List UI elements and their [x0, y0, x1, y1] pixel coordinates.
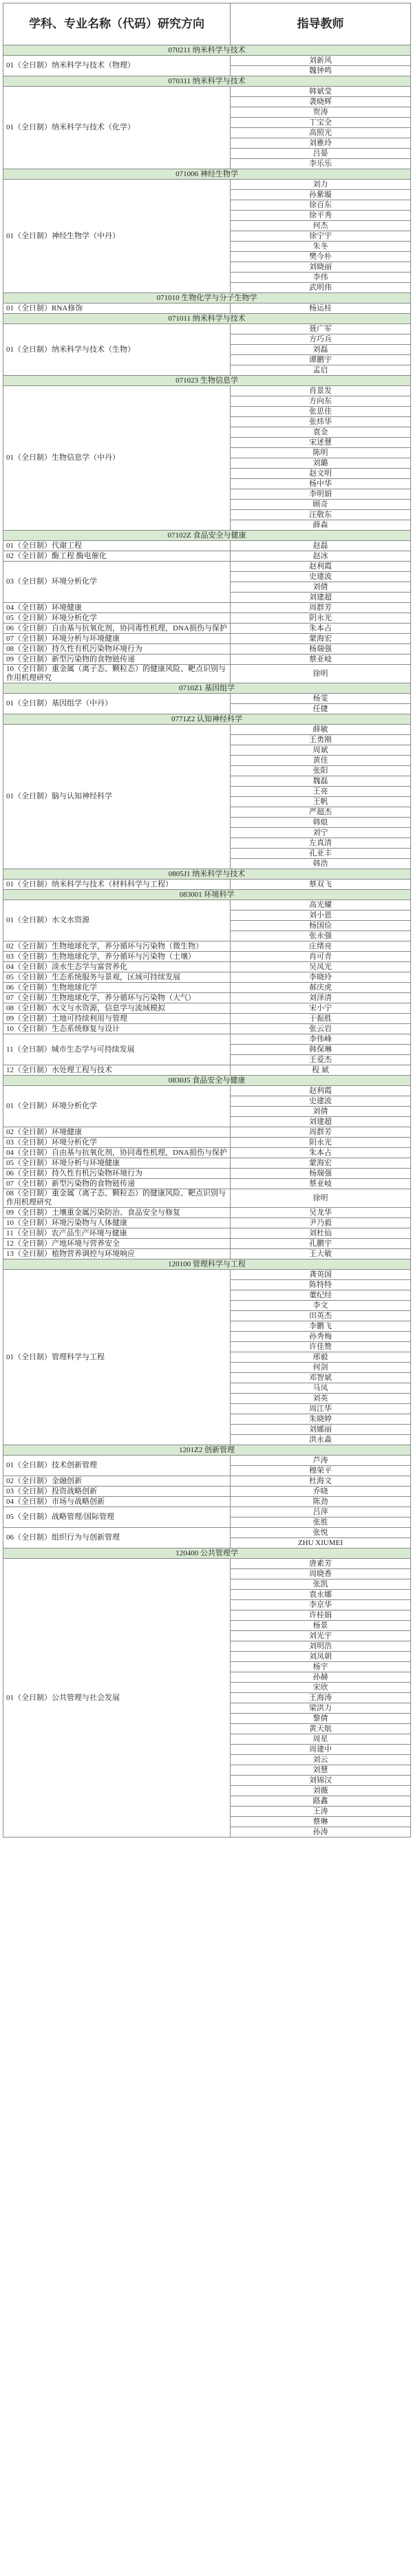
teacher-cell: 袁金: [231, 427, 411, 438]
table-row: [3, 654, 411, 665]
header-direction: 学科、专业名称（代码）研究方向: [3, 3, 231, 45]
direction-cell: 11（全日制）城市生态学与可持续发展: [3, 1034, 231, 1065]
section-title: 120100 管理科学与工程: [3, 1259, 411, 1270]
direction-cell: 09（全日制）土地可持续利用与管理: [3, 1014, 231, 1024]
teacher-cell: 高光耀: [231, 900, 411, 911]
teacher-cell: 徐百东: [231, 200, 411, 211]
teacher-cell: 董纪经: [231, 1290, 411, 1301]
section-row: [3, 169, 411, 180]
table-row: [3, 1158, 411, 1169]
table-row: [3, 386, 411, 396]
table-row: [3, 551, 411, 562]
table-row: [3, 613, 411, 624]
teacher-cell: 程 斌: [231, 1065, 411, 1076]
teacher-cell: 史建波: [231, 1096, 411, 1107]
teacher-cell: 刘宁: [231, 828, 411, 838]
table-row: [3, 1086, 411, 1096]
teacher-cell: 阴永光: [231, 1138, 411, 1148]
teacher-cell: 周群芳: [231, 603, 411, 613]
direction-cell: 05（全日制）环境分析与环境健康: [3, 1158, 231, 1169]
teacher-cell: 许佳赞: [231, 1342, 411, 1352]
teacher-cell: 陈劲: [231, 1497, 411, 1507]
teacher-cell: 周星: [231, 1734, 411, 1745]
table-row: [3, 725, 411, 735]
teacher-cell: 张炜华: [231, 417, 411, 427]
teacher-cell: 刘英: [231, 1394, 411, 1404]
direction-cell: 01（全日制）代谢工程: [3, 541, 231, 551]
table-row: [3, 983, 411, 993]
teacher-cell: 周晓香: [231, 1569, 411, 1579]
direction-cell: 03（全日制）投资战略创新: [3, 1487, 231, 1497]
direction-cell: 09（全日制）土壤重金属污染防治、食品安全与修复: [3, 1208, 231, 1218]
teacher-cell: 许桂娟: [231, 1610, 411, 1621]
teacher-cell: 李晓玲: [231, 972, 411, 983]
table-row: [3, 562, 411, 572]
teacher-cell: 乔晓: [231, 1487, 411, 1497]
table-row: [3, 1497, 411, 1507]
teacher-cell: 刘璐: [231, 458, 411, 469]
section-title: 120400 公共管理学: [3, 1548, 411, 1559]
section-row: [3, 45, 411, 56]
direction-cell: 03（全日制）生物地球化学，养分循环与污染物（土壤）: [3, 952, 231, 962]
table-row: [3, 180, 411, 190]
teacher-cell: 王亮: [231, 787, 411, 797]
teacher-cell: 徐宁宇: [231, 231, 411, 242]
direction-cell: 02（全日制）环境健康: [3, 1127, 231, 1138]
teacher-cell: 汪敬东: [231, 510, 411, 520]
direction-cell: 04（全日制）环境健康: [3, 603, 231, 613]
teacher-cell: 黄天航: [231, 1724, 411, 1734]
teacher-cell: 左真清: [231, 838, 411, 849]
section-title: 071006 神经生物学: [3, 169, 411, 180]
table-header-row: [3, 3, 411, 45]
section-title: 1201Z2 创新管理: [3, 1445, 411, 1456]
teacher-cell: 孟启: [231, 365, 411, 376]
section-row: [3, 376, 411, 386]
teacher-cell: 刘泽清: [231, 993, 411, 1003]
teacher-cell: 刘小恩: [231, 911, 411, 921]
teacher-cell: 吴凤光: [231, 962, 411, 972]
teacher-cell: 蒙海宏: [231, 1158, 411, 1169]
section-row: [3, 531, 411, 541]
direction-cell: 12（全日制）产地环境与营养安全: [3, 1239, 231, 1249]
table-row: [3, 1179, 411, 1189]
teacher-cell: 陈特特: [231, 1280, 411, 1290]
section-row: [3, 293, 411, 304]
section-row: [3, 314, 411, 324]
teacher-cell: 杨中华: [231, 479, 411, 489]
teacher-cell: 贺涛: [231, 107, 411, 118]
teacher-cell: 刘锦汉: [231, 1776, 411, 1786]
teacher-cell: 刘磊: [231, 345, 411, 355]
table-row: [3, 1228, 411, 1239]
direction-cell: 01（全日制）神经生物学（中丹）: [3, 180, 231, 293]
direction-cell: 08（全日制）水文与水资源，信息学与流域模拟: [3, 1003, 231, 1014]
teacher-cell: 韩浩: [231, 859, 411, 869]
teacher-cell: 梁洪力: [231, 1703, 411, 1714]
teacher-cell: 樊今朴: [231, 252, 411, 262]
teacher-cell: 周群芳: [231, 1127, 411, 1138]
teacher-cell: 杨瑞强: [231, 644, 411, 654]
table-row: [3, 603, 411, 613]
direction-cell: 01（全日制）RNA修饰: [3, 304, 231, 314]
teacher-cell: 杨雯: [231, 694, 411, 704]
section-row: [3, 869, 411, 880]
table-row: [3, 56, 411, 66]
teacher-cell: 王涛: [231, 1807, 411, 1817]
teacher-cell: 李乐乐: [231, 159, 411, 169]
table-row: [3, 1239, 411, 1249]
table-row: [3, 1127, 411, 1138]
direction-cell: 13（全日制）植物营养调控与环境响应: [3, 1249, 231, 1259]
table-row: [3, 1003, 411, 1014]
table-row: [3, 1024, 411, 1034]
teacher-cell: 张凯: [231, 1579, 411, 1590]
direction-cell: 07（全日制）生物地球化学，养分循环与污染物（大气）: [3, 993, 231, 1003]
teacher-cell: 杨运桂: [231, 304, 411, 314]
direction-cell: 01（全日制）脑与认知神经科学: [3, 725, 231, 869]
section-title: 0805J1 纳米科学与技术: [3, 869, 411, 880]
table-row: [3, 900, 411, 911]
table-row: [3, 634, 411, 644]
teacher-cell: 刘凤朝: [231, 1652, 411, 1662]
teacher-cell: 何剑: [231, 1363, 411, 1373]
teacher-cell: 邓智斌: [231, 1373, 411, 1383]
direction-cell: 11（全日制）农产品生产环境与健康: [3, 1228, 231, 1239]
direction-cell: 05（全日制）战略管理/国际管理: [3, 1507, 231, 1528]
teacher-cell: 朱本占: [231, 1148, 411, 1158]
teacher-cell: 蔡琳: [231, 1817, 411, 1827]
teacher-cell: 穆荣平: [231, 1466, 411, 1476]
section-title: 071011 纳米科学与技术: [3, 314, 411, 324]
teacher-cell: 任捷: [231, 704, 411, 714]
table-row: [3, 694, 411, 704]
direction-cell: 10（全日制）重金属（离子态、颗粒态）的健康风险、靶点识别与作用机理研究: [3, 665, 231, 683]
teacher-cell: 黄佳: [231, 756, 411, 766]
teacher-cell: 李伟: [231, 273, 411, 283]
teacher-cell: 刘慧: [231, 1765, 411, 1776]
direction-cell: 01（全日制）生物信息学（中丹）: [3, 386, 231, 531]
program-table: [3, 3, 411, 1838]
direction-cell: 01（全日制）公共管理与社会发展: [3, 1559, 231, 1838]
direction-cell: 07（全日制）新型污染物的食物链传递: [3, 1179, 231, 1189]
teacher-cell: 徐明: [231, 665, 411, 683]
teacher-cell: 方巧兵: [231, 334, 411, 345]
teacher-cell: 李文: [231, 1301, 411, 1311]
table-row: [3, 624, 411, 634]
section-row: [3, 1445, 411, 1456]
teacher-cell: 宋欣: [231, 1683, 411, 1693]
table-row: [3, 1487, 411, 1497]
section-row: [3, 1548, 411, 1559]
direction-cell: 07（全日制）环境分析与环境健康: [3, 634, 231, 644]
table-row: [3, 1528, 411, 1538]
teacher-cell: 顾奇: [231, 500, 411, 510]
table-row: [3, 1169, 411, 1179]
teacher-cell: 杨瑞强: [231, 1169, 411, 1179]
teacher-cell: 谭鹏宇: [231, 355, 411, 365]
table-row: [3, 1507, 411, 1518]
table-row: [3, 1249, 411, 1259]
table-row: [3, 1476, 411, 1487]
teacher-cell: 严超杰: [231, 807, 411, 818]
teacher-cell: 杨景: [231, 1621, 411, 1631]
teacher-cell: 刘杜仙: [231, 1228, 411, 1239]
teacher-cell: 王爱杰: [231, 1055, 411, 1065]
teacher-cell: 周江华: [231, 1404, 411, 1414]
teacher-cell: 刘新风: [231, 56, 411, 66]
direction-cell: 06（全日制）持久性有机污染物环境行为: [3, 1169, 231, 1179]
table-row: [3, 644, 411, 654]
teacher-cell: 韩烺: [231, 818, 411, 828]
table-row: [3, 1456, 411, 1466]
teacher-cell: 刘建超: [231, 1117, 411, 1127]
teacher-cell: 路鑫: [231, 1796, 411, 1807]
teacher-cell: 赵利霞: [231, 1086, 411, 1096]
teacher-cell: 朱晓婷: [231, 1414, 411, 1425]
section-title: 071023 生物信息学: [3, 376, 411, 386]
direction-cell: 01（全日制）纳米科学与技术（物理）: [3, 56, 231, 76]
table-row: [3, 541, 411, 551]
teacher-cell: 张思佳: [231, 407, 411, 417]
section-title: 071010 生物化学与分子生物学: [3, 293, 411, 304]
section-title: 083001 环境科学: [3, 890, 411, 900]
table-row: [3, 1189, 411, 1208]
teacher-cell: 马凤: [231, 1383, 411, 1394]
teacher-cell: 朱本占: [231, 624, 411, 634]
table-row: [3, 1065, 411, 1076]
direction-cell: 08（全日制）持久性有机污染物环境行为: [3, 644, 231, 654]
program-table-sheet: [3, 3, 410, 1838]
direction-cell: 06（全日制）自由基与抗氧化剂，协同毒性机理，DNA损伤与保护: [3, 624, 231, 634]
teacher-cell: 刘明浩: [231, 1641, 411, 1652]
teacher-cell: 张悦: [231, 1528, 411, 1538]
header-teachers: 指导教师: [231, 3, 411, 45]
teacher-cell: 蔡亚岐: [231, 654, 411, 665]
table-row: [3, 87, 411, 97]
teacher-cell: 魏磊: [231, 776, 411, 787]
direction-cell: 06（全日制）生物地球化学: [3, 983, 231, 993]
teacher-cell: 丁宝全: [231, 118, 411, 128]
teacher-cell: 孔亚丰: [231, 849, 411, 859]
direction-cell: 01（全日制）纳米科学与技术（化学）: [3, 87, 231, 169]
direction-cell: 02（全日制）酶工程 酶电催化: [3, 551, 231, 562]
teacher-cell: 李伟峰: [231, 1034, 411, 1045]
direction-cell: 01（全日制）技术创新管理: [3, 1456, 231, 1476]
teacher-cell: 宋小宁: [231, 1003, 411, 1014]
table-row: [3, 324, 411, 334]
direction-cell: 04（全日制）自由基与抗氧化剂，协同毒性机理，DNA损伤与保护: [3, 1148, 231, 1158]
teacher-cell: 张阳: [231, 766, 411, 776]
teacher-cell: 吕萍: [231, 1507, 411, 1518]
teacher-cell: 方向东: [231, 396, 411, 407]
section-row: [3, 1259, 411, 1270]
direction-cell: 03（全日制）环境分析化学: [3, 1138, 231, 1148]
teacher-cell: 何杰: [231, 221, 411, 231]
teacher-cell: 蔡亚岐: [231, 1179, 411, 1189]
table-row: [3, 880, 411, 890]
teacher-cell: 聂广军: [231, 324, 411, 334]
teacher-cell: 周斌: [231, 745, 411, 756]
section-title: 070211 纳米科学与技术: [3, 45, 411, 56]
direction-cell: 01（全日制）管理科学与工程: [3, 1270, 231, 1445]
direction-cell: 03（全日制）环境分析化学: [3, 562, 231, 603]
direction-cell: 01（全日制）环境分析化学: [3, 1086, 231, 1127]
teacher-cell: 刘云: [231, 1755, 411, 1765]
teacher-cell: 史建波: [231, 572, 411, 582]
teacher-cell: 刘薇: [231, 1786, 411, 1796]
teacher-cell: 徐明: [231, 1189, 411, 1208]
direction-cell: 05（全日制）生态系统服务与景观，区域可持续发展: [3, 972, 231, 983]
table-row: [3, 1559, 411, 1569]
teacher-cell: 刘力: [231, 180, 411, 190]
teacher-cell: 刘光宇: [231, 1631, 411, 1641]
teacher-cell: 韩斌莹: [231, 87, 411, 97]
direction-cell: 01（全日制）纳米科学与技术（生物）: [3, 324, 231, 376]
teacher-cell: 孙紫璇: [231, 190, 411, 200]
section-title: 07102Z 食品安全与健康: [3, 531, 411, 541]
section-title: 070311 纳米科学与技术: [3, 76, 411, 87]
teacher-cell: 赵利霞: [231, 562, 411, 572]
teacher-cell: 孙赫: [231, 1672, 411, 1683]
section-title: 0830J5 食品安全与健康: [3, 1076, 411, 1086]
table-row: [3, 941, 411, 952]
teacher-cell: 薛森: [231, 520, 411, 531]
direction-cell: 06（全日制）组织行为与创新管理: [3, 1528, 231, 1548]
teacher-cell: 王大敏: [231, 1249, 411, 1259]
teacher-cell: 刘晓丽: [231, 262, 411, 273]
teacher-cell: 赵冰: [231, 551, 411, 562]
section-row: [3, 1076, 411, 1086]
teacher-cell: 孙涛: [231, 1827, 411, 1838]
table-row: [3, 1208, 411, 1218]
teacher-cell: 杜海文: [231, 1476, 411, 1487]
section-row: [3, 76, 411, 87]
table-row: [3, 1270, 411, 1280]
section-title: 0771Z2 认知神经科学: [3, 714, 411, 725]
teacher-cell: 邢毅: [231, 1352, 411, 1363]
direction-cell: 08（全日制）重金属（离子态、颗粒态）的健康风险、靶点识别与作用机理研究: [3, 1189, 231, 1208]
teacher-cell: 武明伟: [231, 283, 411, 293]
teacher-cell: 尹乃毅: [231, 1218, 411, 1228]
direction-cell: 01（全日制）纳米科学与技术（材料科学与工程）: [3, 880, 231, 890]
table-row: [3, 962, 411, 972]
section-row: [3, 683, 411, 694]
direction-cell: 02（全日制）生物地球化学，养分循环与污染物（微生物）: [3, 941, 231, 952]
teacher-cell: 薛敏: [231, 725, 411, 735]
teacher-cell: 魏钟鸣: [231, 66, 411, 76]
teacher-cell: 庄绪亮: [231, 941, 411, 952]
teacher-cell: 赵文明: [231, 469, 411, 479]
teacher-cell: 杨宇: [231, 1662, 411, 1672]
table-row: [3, 1138, 411, 1148]
teacher-cell: 王勇刚: [231, 735, 411, 745]
section-row: [3, 714, 411, 725]
direction-cell: 04（全日制）市场与战略创新: [3, 1497, 231, 1507]
teacher-cell: 李京华: [231, 1600, 411, 1610]
teacher-cell: 黎倩: [231, 1714, 411, 1724]
direction-cell: 04（全日制）淡水生态学与富营养化: [3, 962, 231, 972]
teacher-cell: 袭晓辉: [231, 97, 411, 107]
teacher-cell: 徐平秀: [231, 211, 411, 221]
teacher-cell: 赵磊: [231, 541, 411, 551]
teacher-cell: ZHU XIUMEI: [231, 1538, 411, 1548]
table-row: [3, 972, 411, 983]
teacher-cell: 肖景发: [231, 386, 411, 396]
table-row: [3, 665, 411, 683]
section-title: 0710Z1 基因组学: [3, 683, 411, 694]
teacher-cell: 袁永娜: [231, 1590, 411, 1600]
teacher-cell: 张胜: [231, 1518, 411, 1528]
teacher-cell: 刘建超: [231, 593, 411, 603]
direction-cell: 10（全日制）生态系统修复与设计: [3, 1024, 231, 1034]
teacher-cell: 吕晏: [231, 149, 411, 159]
table-row: [3, 1034, 411, 1045]
direction-cell: 09（全日制）新型污染物的食物链传递: [3, 654, 231, 665]
teacher-cell: 芦涛: [231, 1456, 411, 1466]
direction-cell: 01（全日制）基因组学（中丹）: [3, 694, 231, 714]
teacher-cell: 蒙海宏: [231, 634, 411, 644]
section-row: [3, 890, 411, 900]
table-row: [3, 1218, 411, 1228]
direction-cell: 01（全日制）水文水资源: [3, 900, 231, 941]
teacher-cell: 宋述慧: [231, 438, 411, 448]
teacher-cell: 于振胜: [231, 1014, 411, 1024]
table-row: [3, 1148, 411, 1158]
teacher-cell: 杨国俭: [231, 921, 411, 931]
teacher-cell: 刘倩: [231, 1107, 411, 1117]
teacher-cell: 龚英国: [231, 1270, 411, 1280]
teacher-cell: 张云岩: [231, 1024, 411, 1034]
table-row: [3, 1014, 411, 1024]
teacher-cell: 李明娟: [231, 489, 411, 500]
teacher-cell: 王海涛: [231, 1693, 411, 1703]
teacher-cell: 蔡双飞: [231, 880, 411, 890]
teacher-cell: 周建中: [231, 1745, 411, 1755]
direction-cell: 10（全日制）环境污染物与人体健康: [3, 1218, 231, 1228]
teacher-cell: 刘倩: [231, 582, 411, 593]
teacher-cell: 王帆: [231, 797, 411, 807]
table-row: [3, 952, 411, 962]
table-row: [3, 993, 411, 1003]
teacher-cell: 陈明: [231, 448, 411, 458]
teacher-cell: 吴龙华: [231, 1208, 411, 1218]
teacher-cell: 李鹏飞: [231, 1321, 411, 1332]
teacher-cell: 洪永淼: [231, 1435, 411, 1445]
teacher-cell: 孙秀梅: [231, 1332, 411, 1342]
teacher-cell: 唐素芳: [231, 1559, 411, 1569]
table-body: [3, 45, 411, 1838]
teacher-cell: 郝庆虎: [231, 983, 411, 993]
teacher-cell: 刘娜丽: [231, 1425, 411, 1435]
teacher-cell: 韩保琳: [231, 1045, 411, 1055]
teacher-cell: 肖可青: [231, 952, 411, 962]
teacher-cell: 阴永光: [231, 613, 411, 624]
direction-cell: 12（全日制）水处理工程与技术: [3, 1065, 231, 1076]
teacher-cell: 田英杰: [231, 1311, 411, 1321]
teacher-cell: 高照光: [231, 128, 411, 138]
teacher-cell: 张永强: [231, 931, 411, 941]
teacher-cell: 朱冬: [231, 242, 411, 252]
teacher-cell: 刘雅玲: [231, 138, 411, 149]
direction-cell: 05（全日制）环境分析化学: [3, 613, 231, 624]
table-row: [3, 304, 411, 314]
direction-cell: 02（全日制）金融创新: [3, 1476, 231, 1487]
teacher-cell: 孔鹏宇: [231, 1239, 411, 1249]
